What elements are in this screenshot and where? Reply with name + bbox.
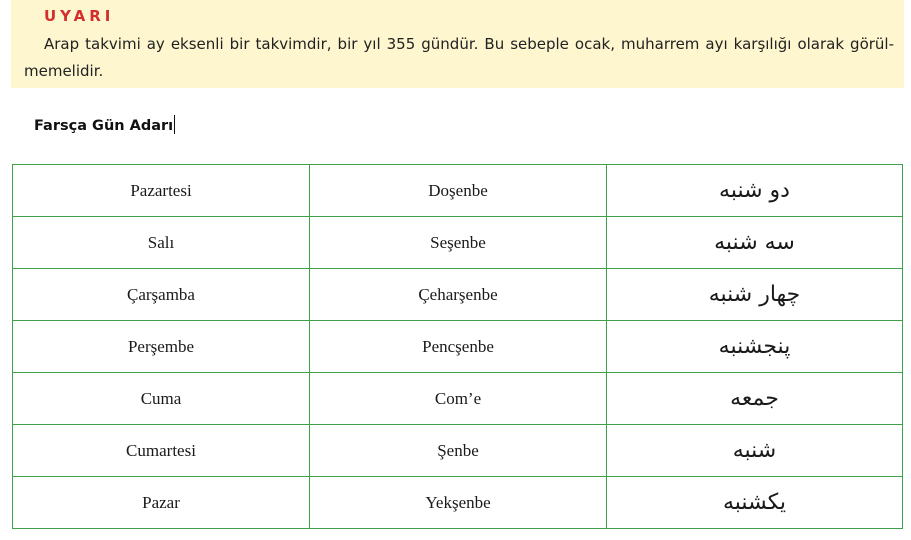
text-cursor — [174, 115, 175, 134]
turkish-day-cell: Pazar — [13, 477, 310, 529]
persian-latin-cell: Pencşenbe — [310, 321, 607, 373]
table-row — [13, 373, 903, 425]
table-row — [13, 165, 903, 217]
persian-arabic-cell: سه شنبه — [607, 217, 903, 269]
turkish-day-cell: Çarşamba — [13, 269, 310, 321]
table-row — [13, 269, 903, 321]
table-row — [13, 425, 903, 477]
persian-arabic-cell: چهار شنبه — [607, 269, 903, 321]
turkish-day-cell: Cuma — [13, 373, 310, 425]
persian-latin-cell: Doşenbe — [310, 165, 607, 217]
table-row — [13, 321, 903, 373]
turkish-day-cell: Pazartesi — [13, 165, 310, 217]
persian-arabic-cell: جمعه — [607, 373, 903, 425]
section-title — [34, 115, 175, 134]
turkish-day-cell: Cumartesi — [13, 425, 310, 477]
persian-latin-cell: Com’e — [310, 373, 607, 425]
persian-arabic-cell: شنبه — [607, 425, 903, 477]
persian-arabic-cell: پنجشنبه — [607, 321, 903, 373]
persian-latin-cell: Yekşenbe — [310, 477, 607, 529]
table-row — [13, 217, 903, 269]
turkish-day-cell: Salı — [13, 217, 310, 269]
warning-box — [11, 0, 904, 88]
persian-latin-cell: Seşenbe — [310, 217, 607, 269]
table-row — [13, 477, 903, 529]
persian-arabic-cell: یکشنبه — [607, 477, 903, 529]
warning-title: UYARI — [44, 7, 115, 25]
persian-arabic-cell: دو شنبه — [607, 165, 903, 217]
persian-latin-cell: Şenbe — [310, 425, 607, 477]
turkish-day-cell: Perşembe — [13, 321, 310, 373]
persian-days-table — [12, 164, 903, 529]
section-title-text: Farsça Gün Adarı — [34, 118, 174, 134]
warning-text: Arap takvimi ay eksenli bir takvimdir, bir yıl 355 gündür. Bu sebeple ocak, muharrem ayı karşılığı olarak görül-memelidir. — [24, 35, 894, 80]
persian-latin-cell: Çeharşenbe — [310, 269, 607, 321]
